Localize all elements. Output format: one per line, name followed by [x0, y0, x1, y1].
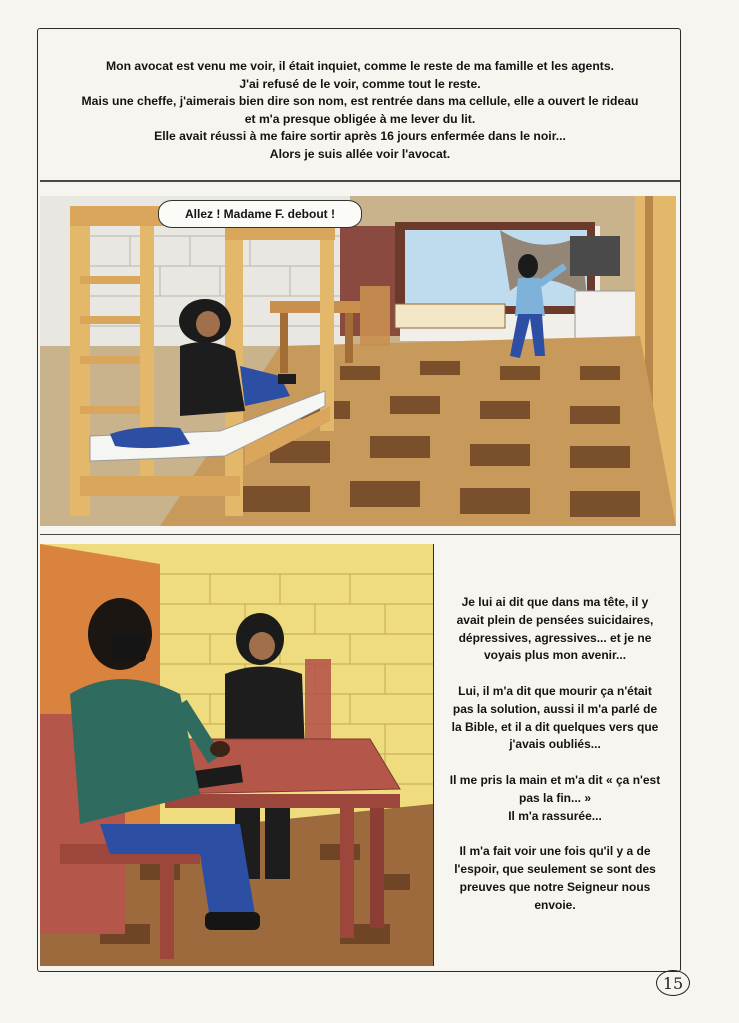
gutter-line-mid — [40, 534, 680, 535]
speech-bubble: Allez ! Madame F. debout ! — [158, 200, 362, 228]
cell-scene-drawing — [40, 196, 676, 526]
top-narration: Mon avocat est venu me voir, il était inquiet, comme le reste de ma famille et les agents. J'ai refusé de le voir, comme tout le reste. Mais une cheffe, j'aimerais bien dire son nom, est rentrée dans ma cellule, elle a ouvert le rideau et m'a presque obligée à me lever du lit. Elle avait réussi à me faire sortir après 16 jours enfermée dans le noir... Alors je suis allée voir l'avocat. — [81, 59, 639, 161]
panel-lawyer-meeting — [40, 544, 433, 966]
gutter-line-top — [40, 180, 680, 182]
side-narration: Je lui ai dit que dans ma tête, il y avait plein de pensées suicidaires, dépressives, agressives... et je ne voyais plus mon avenir... Lui, il m'a dit que mourir ça n'était pas la solution, aussi il m'a parlé de la Bible, et il a dit quelques vers que j'avais oubliés... Il me pris la main et m'a dit « ça n'est pas la fin... » Il m'a rassurée... Il m'a fait voir une fois qu'il y a de l'espoir, que seulement se sont des preuves que notre Seigneur nous envoie. — [433, 544, 676, 966]
page-number: 15 — [656, 970, 690, 996]
panel-cell-scene — [40, 196, 676, 526]
lawyer-meeting-drawing — [40, 544, 433, 966]
